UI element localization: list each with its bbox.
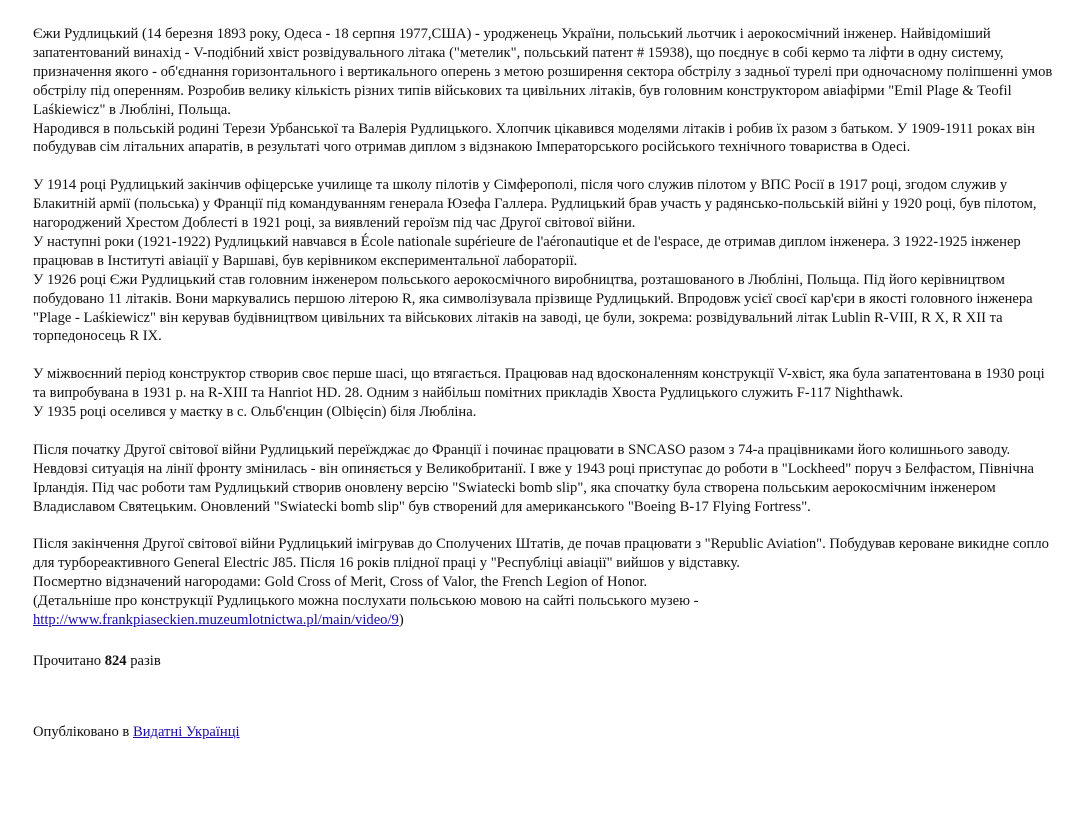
paragraph-spacer xyxy=(33,422,1058,441)
paragraph-spacer xyxy=(33,346,1058,365)
paragraph-intro: Єжи Рудлицький (14 березня 1893 року, Одеса - 18 серпня 1977,США) - уродженець України, польський льотчик і аерокосмічний інженер. Найвідоміший запатентований винахід - V-подібний хвіст розвідувального літака ("метелик", польський патент # 15938), що поєднує в собі кермо та ліфти в одну систему, призначення якого - об'єднання горизонтального і вертикального оперень з метою розширення сектора обстрілу з задньої турелі при одночасному поліпшенні умов обстрілу під оперенням. Розробив велику кількість різних типів військових та цивільних літаків, був головним конструктором авіафірми "Emil Plage & Teofil Laśkiewicz" в Любліні, Польща. xyxy=(33,26,1053,118)
published-in xyxy=(33,723,240,742)
category-link[interactable]: Видатні Українці xyxy=(132,724,240,740)
more-info-text: (Детальніше про конструкції Рудлицького можна послухати польською мовою на сайті польського музею - xyxy=(33,593,699,610)
more-info-close-paren: ) xyxy=(398,612,404,629)
paragraph-usa: Після закінчення Другої світової війни Рудлицький імігрував до Сполучених Штатів, де почав працювати з "Republic Aviation". Побудував кероване викидне сопло для турбореактивного General Electric J85. Після 16 років плідної праці у "Республіці авіації" вийшов у відставку. xyxy=(33,536,1049,572)
paragraph-spacer xyxy=(33,157,1058,176)
read-count-value: 824 xyxy=(104,653,127,669)
paragraph-education: У наступні роки (1921-1922) Рудлицький навчався в École nationale supérieure de l'aéronautique et de l'espace, де отримав диплом інженера. З 1922-1925 інженер працював в Інституті авіації у Варшаві, був керівником експериментальної лабораторії. xyxy=(33,233,1021,269)
article-body xyxy=(33,25,1058,630)
published-prefix: Опубліковано в xyxy=(33,724,130,740)
paragraph-estate: У 1935 році оселився у маєтку в с. Ольб'єнцин (Olbięcin) біля Любліна. xyxy=(33,404,477,421)
paragraph-spacer xyxy=(33,517,1058,536)
paragraph-wwii: Після початку Другої світової війни Рудлицький переїжджає до Франції і починає працювати в SNCASO разом з 74-а працівниками його колишнього заводу. Невдовзі ситуація на лінії фронту змінилась - він опиняється у Великобританії. І вже у 1943 році приступає до роботи в "Lockheed" поруч з Белфастом, Північна Ірландія. Під час роботи там Рудлицький створив оновлену версію "Swiatecki bomb slip", яка спочатку була створена польським аерокосмічним інженером Владиславом Святецьким. Оновлений "Swiatecki bomb slip" був створений для американського "Boeing B-17 Flying Fortress". xyxy=(33,441,1035,515)
paragraph-interwar: У міжвоєнний період конструктор створив своє перше шасі, що втягається. Працював над вдосконаленням конструкції V-хвіст, яка була запатентована в 1930 році та випробувана в 1931 р. на R-XIII та Hanriot HD. 28. Одним з найбільш помітних прикладів Хвоста Рудлицького служить F-117 Nighthawk. xyxy=(33,366,1045,402)
read-count-prefix: Прочитано xyxy=(33,653,102,669)
paragraph-early-life: Народився в польській родині Терези Урбанської та Валерія Рудлицького. Хлопчик цікавився моделями літаків і робив їх разом з батьком. У 1909-1911 роках він побудував сім літальних апаратів, в результаті чого отримав диплом з відзнакою Імператорського російського технічного товариства в Одесі. xyxy=(33,120,1035,156)
museum-video-link[interactable]: http://www.frankpiaseckien.muzeumlotnictwa.pl/main/video/9 xyxy=(33,612,399,629)
read-count xyxy=(33,652,161,671)
paragraph-military-service: У 1914 році Рудлицький закінчив офіцерське училище та школу пілотів у Сімферополі, після чого служив пілотом у ВПС Росії в 1917 році, згодом служив у Блакитній армії (польська) у Франції під командуванням генерала Юзефа Галлера. Рудлицький брав участь у радянсько-польській війні у 1920 році, був пілотом, нагороджений Хрестом Доблесті в 1921 році, за виявлений героїзм під час Другої світової війни. xyxy=(33,177,1037,232)
paragraph-awards: Посмертно відзначений нагородами: Gold Cross of Merit, Cross of Valor, the French Legion of Honor. xyxy=(33,574,648,591)
read-count-suffix: разів xyxy=(130,653,161,669)
paragraph-chief-engineer: У 1926 році Єжи Рудлицький став головним інженером польського аерокосмічного виробництва, розташованого в Любліні, Польща. Під його керівництвом побудовано 11 літаків. Вони маркувались першою літерою R, яка символізувала прізвище Рудлицький. Впродовж усієї своєї кар'єри в якості головного інженера "Plage - Laśkiewicz" він керував будівництвом цивільних та військових літаків на заводі, це були, зокрема: розвідувальний літак Lublin R-VIII, R X, R XII та торпедоносець R IX. xyxy=(33,271,1033,345)
paragraph-more-info xyxy=(33,592,1058,630)
